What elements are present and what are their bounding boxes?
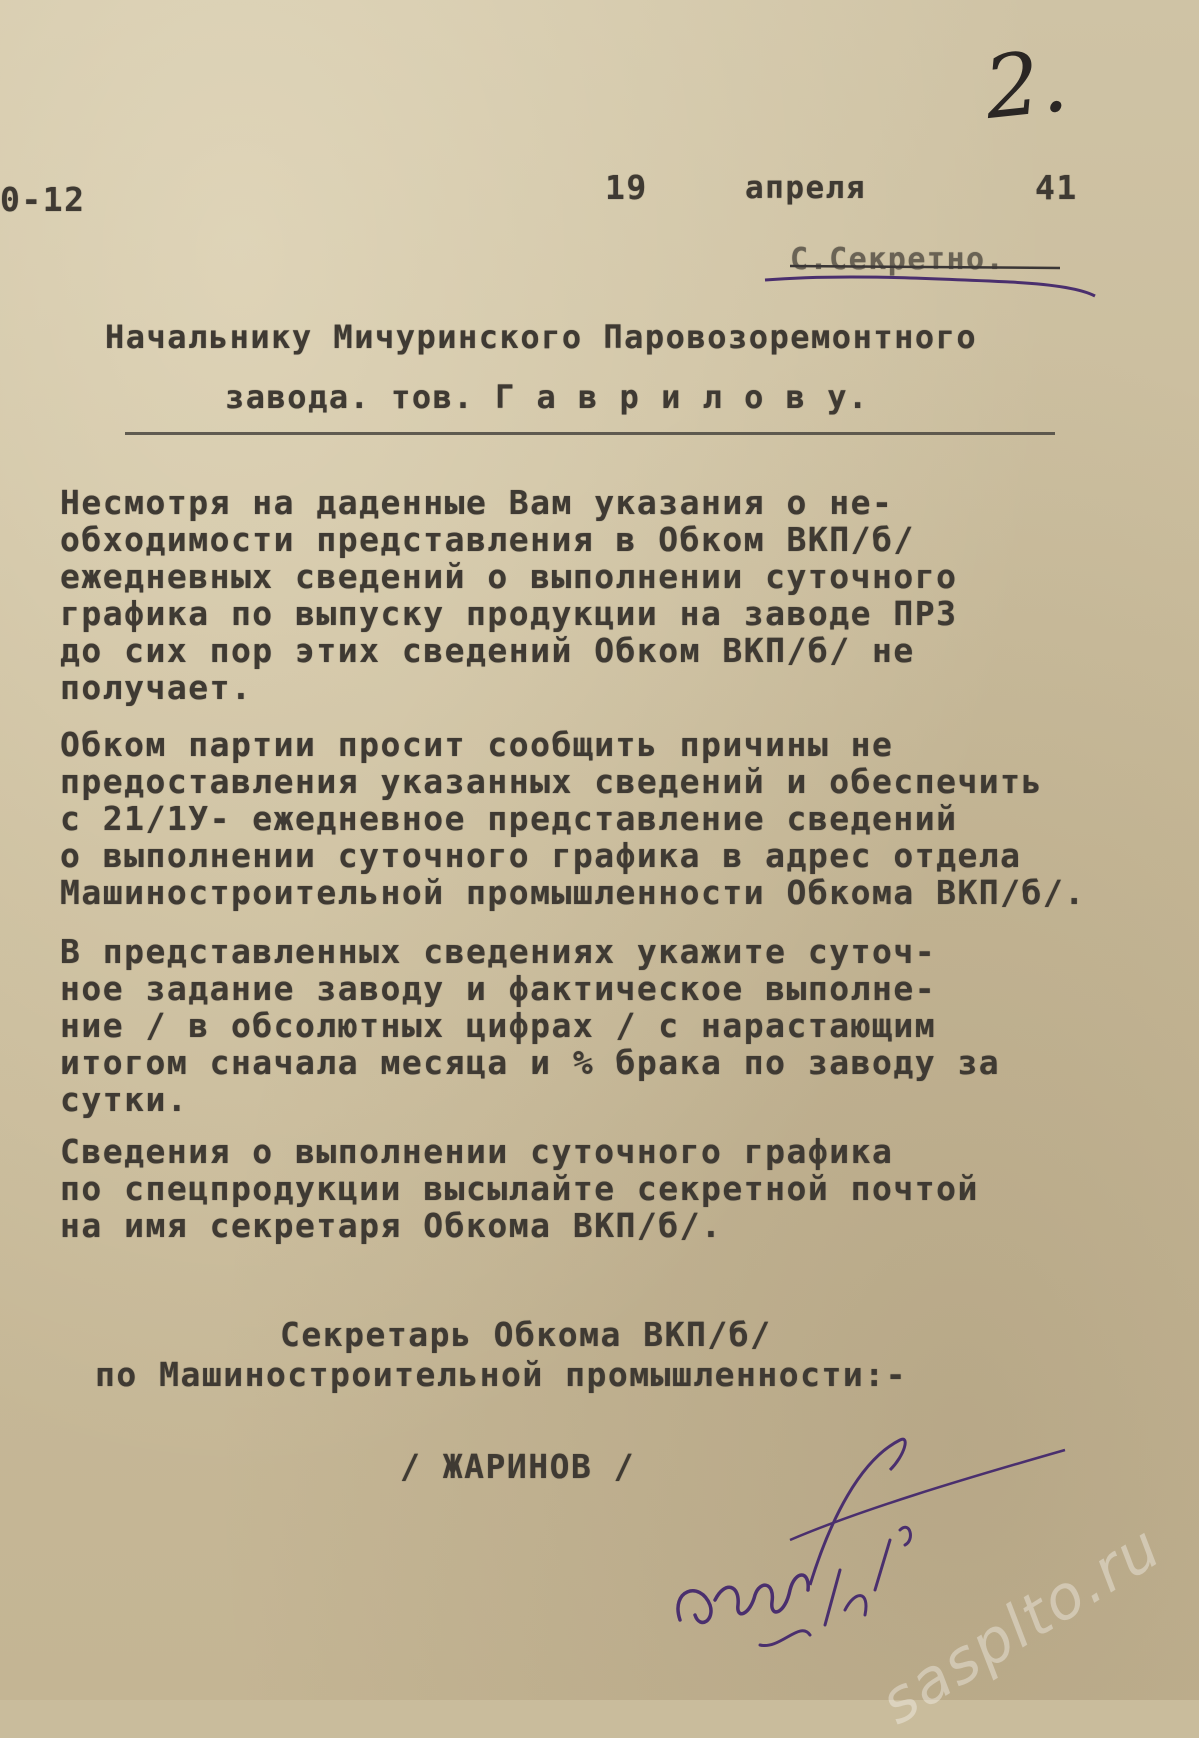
para2-line-2: предоставления указанных сведений и обеспечить bbox=[60, 762, 1043, 801]
para2-line-1: Обком партии просит сообщить причины не bbox=[60, 725, 894, 764]
para4-line-2: по спецпродукции высылайте секретной почтой bbox=[60, 1169, 979, 1208]
para1-line-3: ежедневных сведений о выполнении суточного bbox=[60, 557, 958, 596]
watermark: sasplto.ru bbox=[868, 1511, 1174, 1738]
handwritten-page-number: 2. bbox=[979, 30, 1073, 140]
para1-line-5: до сих пор этих сведений Обком ВКП/б/ не bbox=[60, 631, 915, 670]
classification-strikethrough bbox=[760, 238, 1100, 298]
para4-line-1: Сведения о выполнении суточного графика bbox=[60, 1132, 894, 1171]
signature-name: / ЖАРИНОВ / bbox=[400, 1447, 636, 1486]
signature-title-2: по Машиностроительной промышленности:- bbox=[95, 1355, 907, 1394]
addressee-line-1: Начальнику Мичуринского Паровозоремонтного bbox=[105, 318, 978, 356]
para3-line-1: В представленных сведениях укажите суточ- bbox=[60, 932, 937, 971]
signature-title-1: Секретарь Обкома ВКП/б/ bbox=[280, 1315, 772, 1354]
classification-mark: С.Секретно. bbox=[790, 242, 1006, 277]
addressee-line-2: завода. тов. Г а в р и л о в у. bbox=[225, 378, 869, 416]
para1-line-1: Несмотря на даденные Вам указания о не- bbox=[60, 483, 894, 522]
para2-line-4: о выполнении суточного графика в адрес отдела bbox=[60, 836, 1022, 875]
addressee-underline bbox=[125, 432, 1055, 435]
para2-line-3: с 21/1У- ежедневное представление сведений bbox=[60, 799, 958, 838]
para1-line-4: графика по выпуску продукции на заводе ПРЗ bbox=[60, 594, 958, 633]
date-day: 19 bbox=[605, 168, 648, 207]
para4-line-3: на имя секретаря Обкома ВКП/б/. bbox=[60, 1206, 723, 1245]
para3-line-5: сутки. bbox=[60, 1080, 189, 1119]
date-year: 41 bbox=[1035, 168, 1078, 207]
para3-line-2: ное задание заводу и фактическое выполне- bbox=[60, 969, 937, 1008]
para3-line-3: ние / в обсолютных цифрах / с нарастающим bbox=[60, 1006, 937, 1045]
reference-number: 0-12 bbox=[0, 180, 86, 219]
date-month: апреля bbox=[745, 170, 866, 206]
para1-line-2: обходимости представления в Обком ВКП/б/ bbox=[60, 520, 915, 559]
para3-line-4: итогом сначала месяца и % брака по заводу за bbox=[60, 1043, 1001, 1082]
para1-line-6: получает. bbox=[60, 668, 253, 707]
para2-line-5: Машиностроительной промышленности Обкома ВКП/б/. bbox=[60, 873, 1086, 912]
